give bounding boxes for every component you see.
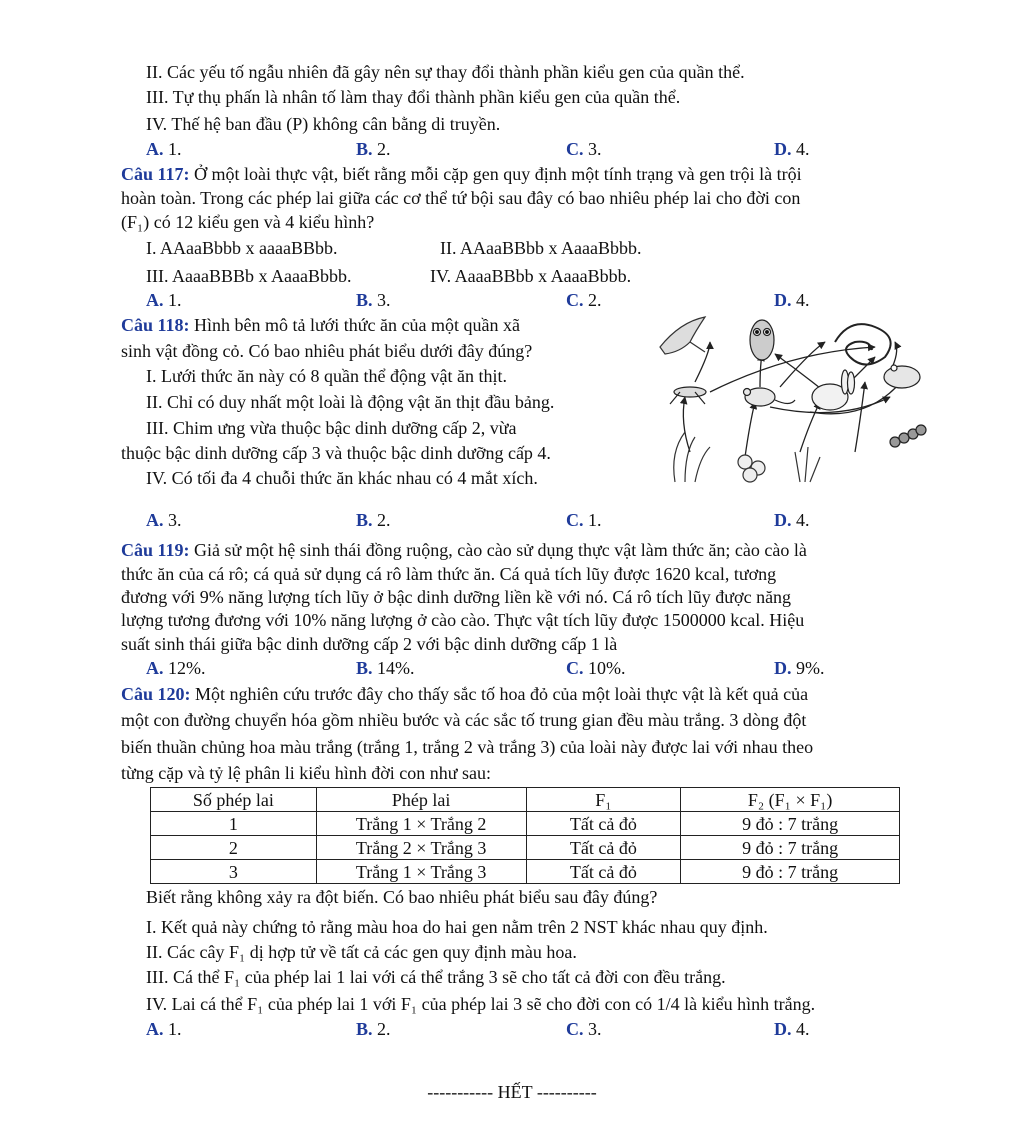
q117-line-1: Câu 117: Ở một loài thực vật, biết rằng mỗi cặp gen quy định một tính trạng và gen trội là trội	[121, 164, 802, 184]
frog-icon	[884, 365, 920, 388]
option-a: A. 1.	[146, 139, 182, 159]
q120-after-table: Biết rằng không xảy ra đột biến. Có bao nhiêu phát biểu sau đây đúng?	[146, 887, 658, 907]
q118-line-1: Câu 118: Hình bên mô tả lưới thức ăn của một quần xã	[121, 315, 520, 335]
q120-line-1: Câu 120: Một nghiên cứu trước đây cho thấy sắc tố hoa đỏ của một loài thực vật là kết quả của	[121, 684, 809, 704]
q117-line-2: hoàn toàn. Trong các phép lai giữa các cơ thể tứ bội sau đây có bao nhiêu phép lai cho đời con	[121, 188, 801, 208]
statement-line: I. Lưới thức ăn này có 8 quần thể động vật ăn thịt.	[146, 366, 507, 386]
statement-line: II. Các cây F₁ dị hợp tử về tất cả các gen quy định màu hoa.	[146, 942, 577, 962]
rabbit-icon	[812, 370, 855, 410]
statement-line: I. Kết quả này chứng tỏ rằng màu hoa do hai gen nằm trên 2 NST khác nhau quy định.	[146, 917, 768, 937]
cross-2: II. AAaaBBbb x AaaaBbbb.	[440, 238, 642, 258]
food-web-arrows	[683, 342, 905, 457]
table-row	[151, 860, 900, 884]
option-c: C. 2.	[566, 290, 602, 310]
cross-1: I. AAaaBbbb x aaaaBBbb.	[146, 238, 338, 258]
q118-line-2: sinh vật đồng cỏ. Có bao nhiêu phát biểu dưới đây đúng?	[121, 341, 533, 361]
option-b: B. 2.	[356, 1019, 391, 1039]
table-row	[151, 836, 900, 860]
question-label: Câu 119:	[121, 540, 190, 560]
results-table	[150, 787, 900, 884]
table-header: F₁	[526, 788, 681, 812]
option-d: D. 9%.	[774, 658, 825, 678]
option-d: D. 4.	[774, 1019, 810, 1039]
table-cell: 2	[151, 836, 317, 860]
statement-line: III. Chim ưng vừa thuộc bậc dinh dưỡng cấp 2, vừa	[146, 418, 517, 438]
statement-line: IV. Lai cá thể F₁ của phép lai 1 với F₁ của phép lai 3 sẽ cho đời con có 1/4 là kiểu hình trắng.	[146, 994, 816, 1014]
option-c: C. 3.	[566, 139, 602, 159]
table-cell: Tất cả đỏ	[526, 812, 681, 836]
q117-line-3: (F₁) có 12 kiểu gen và 4 kiểu hình?	[121, 212, 375, 232]
snake-icon	[835, 324, 891, 364]
table-cell: Tất cả đỏ	[526, 860, 681, 884]
q119-line-2: thức ăn của cá rô; cá quả sử dụng cá rô làm thức ăn. Cá quả tích lũy được 1620 kcal, tương	[121, 564, 777, 584]
table-cell: Trắng 1 × Trắng 3	[316, 860, 526, 884]
question-label: Câu 120:	[121, 684, 191, 704]
table-cell: 9 đỏ : 7 trắng	[681, 836, 900, 860]
caterpillar-icon	[890, 425, 926, 447]
option-c: C. 3.	[566, 1019, 602, 1039]
owl-icon	[750, 320, 774, 360]
option-a: A. 1.	[146, 290, 182, 310]
food-web-illustration	[650, 312, 932, 492]
question-label: Câu 118:	[121, 315, 190, 335]
table-header: Số phép lai	[151, 788, 317, 812]
q120-line-3: biến thuần chủng hoa màu trắng (trắng 1, trắng 2 và trắng 3) của loài này được lai với nhau theo	[121, 737, 814, 757]
cross-3: III. AaaaBBBb x AaaaBbbb.	[146, 266, 352, 286]
grass-icon	[795, 447, 820, 482]
table-cell: Trắng 1 × Trắng 2	[316, 812, 526, 836]
table-cell: Tất cả đỏ	[526, 836, 681, 860]
q119-line-4: lượng tương đương với 10% năng lượng ở cào cào. Thực vật tích lũy được 1500000 kcal. Hiệu	[121, 610, 805, 630]
flower-icon	[738, 455, 765, 482]
statement-line: III. Cá thể F₁ của phép lai 1 lai với cá thể trắng 3 sẽ cho tất cả đời con đều trắng.	[146, 967, 726, 987]
q119-line-3: đương với 9% năng lượng tích lũy ở bậc dinh dưỡng liền kề với nó. Cá rô tích lũy được năng	[121, 587, 792, 607]
table-row	[151, 812, 900, 836]
option-d: D. 4.	[774, 290, 810, 310]
q120-line-4: từng cặp và tỷ lệ phân li kiểu hình đời con như sau:	[121, 763, 491, 783]
option-a: A. 12%.	[146, 658, 206, 678]
cross-4: IV. AaaaBBbb x AaaaBbbb.	[430, 266, 632, 286]
question-label: Câu 117:	[121, 164, 190, 184]
option-d: D. 4.	[774, 510, 810, 530]
statement-line: IV. Thế hệ ban đầu (P) không cân bằng di truyền.	[146, 114, 501, 134]
table-cell: 9 đỏ : 7 trắng	[681, 812, 900, 836]
q120-line-2: một con đường chuyển hóa gồm nhiều bước và các sắc tố trung gian đều màu trắng. 3 dòng đột	[121, 710, 807, 730]
table-cell: 1	[151, 812, 317, 836]
option-b: B. 14%.	[356, 658, 415, 678]
plant-icon	[674, 432, 710, 482]
option-c: C. 1.	[566, 510, 602, 530]
option-b: B. 2.	[356, 510, 391, 530]
option-b: B. 3.	[356, 290, 391, 310]
option-a: A. 1.	[146, 1019, 182, 1039]
end-marker: ----------- HẾT ----------	[427, 1082, 597, 1102]
option-a: A. 3.	[146, 510, 182, 530]
table-cell: 9 đỏ : 7 trắng	[681, 860, 900, 884]
hawk-icon	[660, 317, 705, 354]
table-header-row	[151, 788, 900, 812]
table-cell: 3	[151, 860, 317, 884]
statement-line: II. Các yếu tố ngẫu nhiên đã gây nên sự thay đổi thành phần kiểu gen của quần thể.	[146, 62, 745, 82]
option-d: D. 4.	[774, 139, 810, 159]
option-c: C. 10%.	[566, 658, 626, 678]
statement-line: II. Chỉ có duy nhất một loài là động vật ăn thịt đầu bảng.	[146, 392, 555, 412]
statement-line: IV. Có tối đa 4 chuỗi thức ăn khác nhau có 4 mắt xích.	[146, 468, 538, 488]
statement-line: III. Tự thụ phấn là nhân tố làm thay đổi thành phần kiểu gen của quần thể.	[146, 87, 681, 107]
q119-line-1: Câu 119: Giả sử một hệ sinh thái đồng ruộng, cào cào sử dụng thực vật làm thức ăn; cào cào là	[121, 540, 807, 560]
table-cell: Trắng 2 × Trắng 3	[316, 836, 526, 860]
mouse-icon	[744, 388, 796, 406]
option-b: B. 2.	[356, 139, 391, 159]
table-header: F₂ (F₁ × F₁)	[681, 788, 900, 812]
table-header: Phép lai	[316, 788, 526, 812]
q119-line-5: suất sinh thái giữa bậc dinh dưỡng cấp 2 với bậc dinh dưỡng cấp 1 là	[121, 634, 618, 654]
statement-line: thuộc bậc dinh dưỡng cấp 3 và thuộc bậc dinh dưỡng cấp 4.	[121, 443, 551, 463]
grasshopper-icon	[670, 387, 706, 404]
